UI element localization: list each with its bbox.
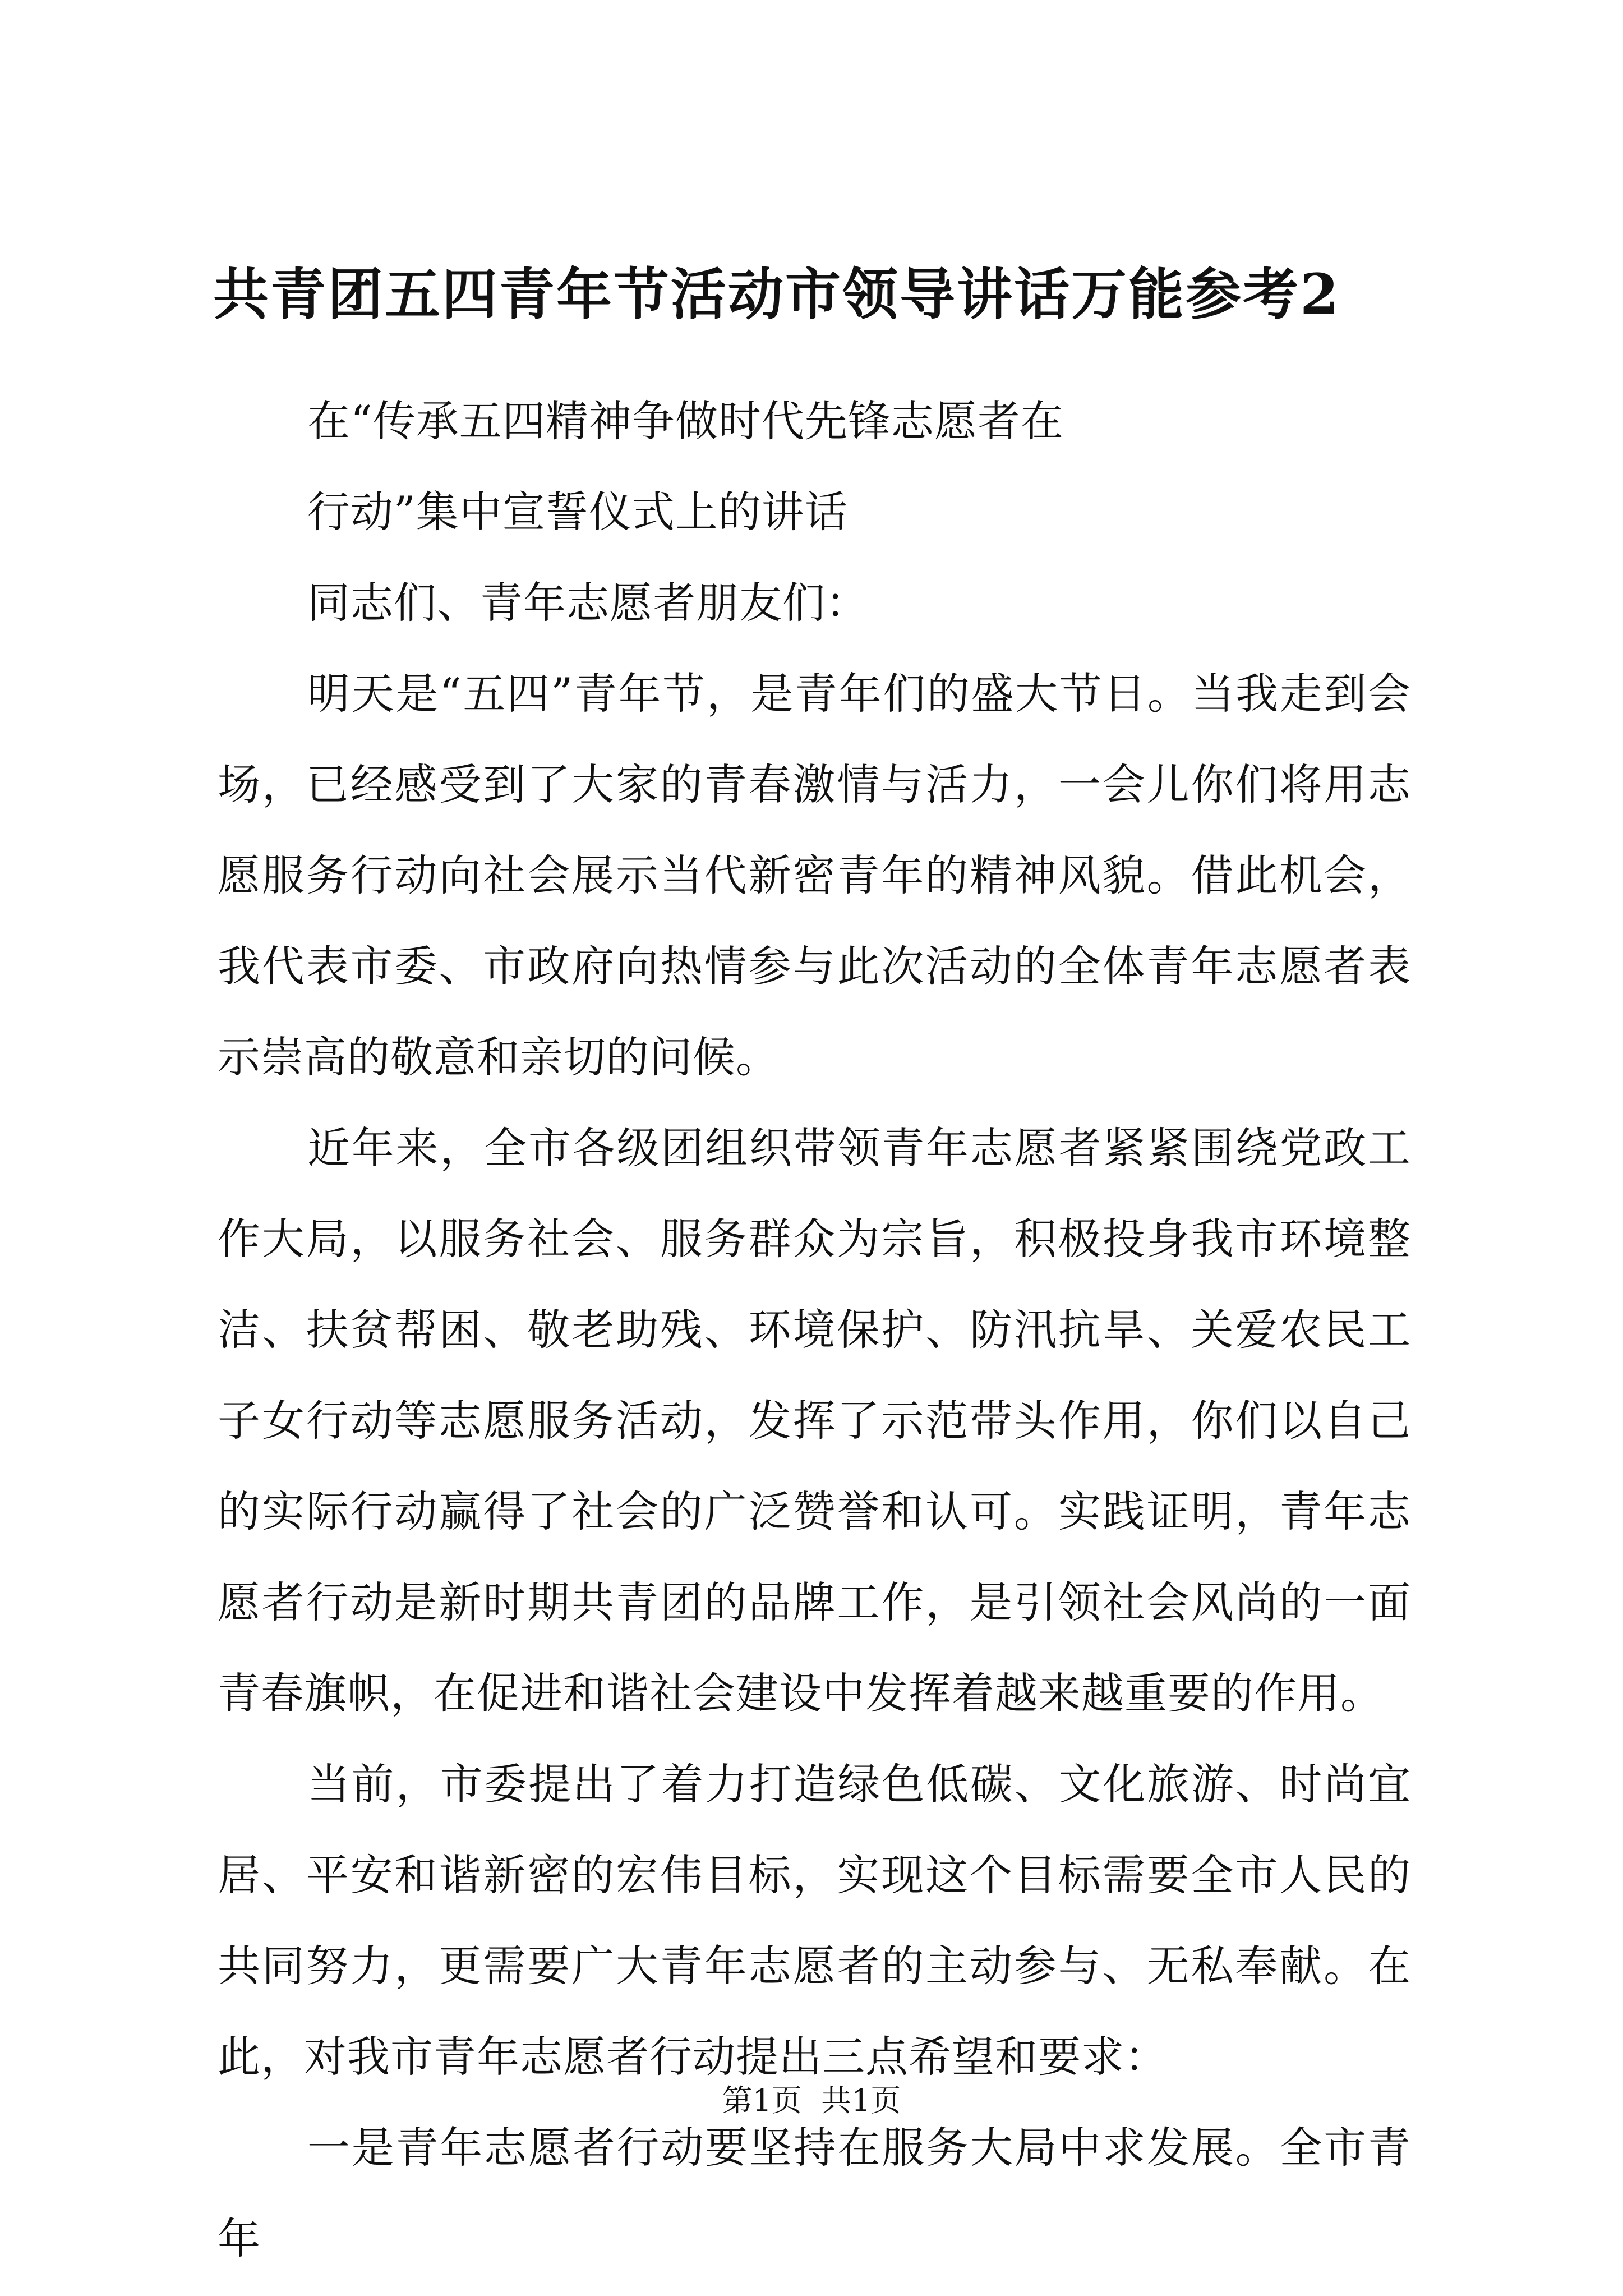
paragraph-achievements: 近年来，全市各级团组织带领青年志愿者紧紧围绕党政工作大局，以服务社会、服务群众为宗旨，积极投身我市环境整洁、扶贫帮困、敬老助残、环境保护、防汛抗旱、关爱农民工子女行动等志愿服务活动，发挥了示范带头作用，你们以自己的实际行动赢得了社会的广泛赞誉和认可。实践证明，青年志愿者行动是新时期共青团的品牌工作，是引领社会风尚的一面青春旗帜，在促进和谐社会建设中发挥着越来越重要的作用。 <box>218 1123 1411 1718</box>
document-title: 共青团五四青年节活动市领导讲话万能参考2 <box>213 262 1340 327</box>
paragraph-opening: 明天是“五四”青年节，是青年们的盛大节日。当我走到会场，已经感受到了大家的青春激情与活力，一会儿你们将用志愿服务行动向社会展示当代新密青年的精神风貌。借此机会，我代表市委、市政府向热情参与此次活动的全体青年志愿者表示崇高的敬意和亲切的问候。 <box>218 669 1411 1082</box>
paragraph-subtitle-line-1: 在“传承五四精神争做时代先锋志愿者在 <box>307 396 1064 446</box>
paragraph-subtitle-line-2: 行动”集中宣誓仪式上的讲话 <box>307 487 848 537</box>
paragraph-salutation: 同志们、青年志愿者朋友们： <box>307 578 869 628</box>
page-footer: 第1页 共1页 <box>722 2083 901 2118</box>
document-body <box>218 376 1411 2284</box>
paragraph-first-requirement: 一是青年志愿者行动要坚持在服务大局中求发展。全市青年 <box>218 2123 1411 2263</box>
paragraph-current-goals: 当前，市委提出了着力打造绿色低碳、文化旅游、时尚宜居、平安和谐新密的宏伟目标，实现这个目标需要全市人民的共同努力，更需要广大青年志愿者的主动参与、无私奉献。在此，对我市青年志愿者行动提出三点希望和要求： <box>218 1759 1411 2082</box>
